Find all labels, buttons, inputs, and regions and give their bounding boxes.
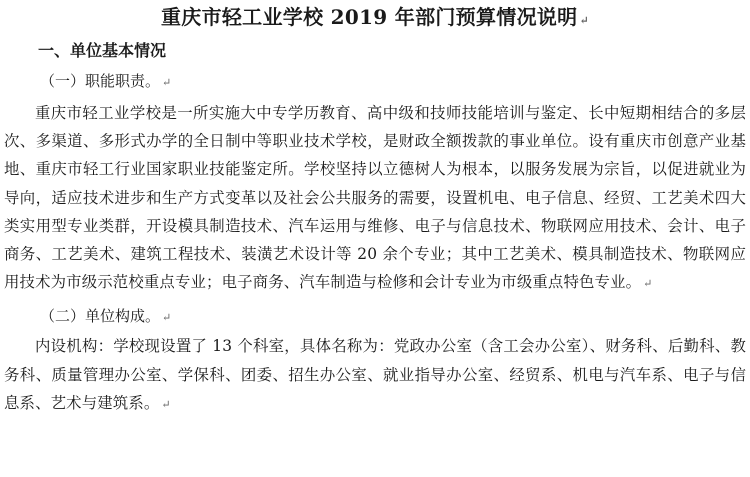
paragraph-mark-icon: ↵ <box>643 277 653 291</box>
subsection-heading-duties <box>40 69 746 95</box>
document-title-text: 重庆市轻工业学校 2019 年部门预算情况说明 <box>160 5 578 29</box>
paragraph-mark-icon: ↵ <box>162 76 172 89</box>
paragraph-mark-icon: ↵ <box>162 311 172 325</box>
duties-paragraph <box>4 99 746 298</box>
subsection-heading-text: （二）单位构成。 <box>40 307 161 326</box>
structure-paragraph <box>4 332 746 419</box>
section-heading-basic-info <box>38 39 746 63</box>
paragraph-mark-icon: ↵ <box>579 14 590 27</box>
section-heading-text: 一、单位基本情况 <box>38 41 167 60</box>
duties-paragraph-text: 重庆市轻工业学校是一所实施大中专学历教育、高中级和技师技能培训与鉴定、长中短期相结合的多层次、多渠道、多形式办学的全日制中等职业技术学校，是财政全额拨款的事业单位。设有重庆市创意产业基地、重庆市轻工行业国家职业技能鉴定所。学校坚持以立德树人为根本，以服务发展为宗旨，以促进就业为导向，适应技术进步和生产方式变革以及社会公共服务的需要，设置机电、电子信息、经贸、工艺美术四大类实用型专业类群，开设模具制造技术、汽车运用与维修、电子与信息技术、物联网应用技术、会计、电子商务、工艺美术、建筑工程技术、装潢艺术设计等 20 余个专业；其中工艺美术、模具制造技术、物联网应用技术为市级示范校重点专业；电子商务、汽车制造与检修和会计专业为市级重点特色专业。 <box>4 104 746 292</box>
subsection-heading-text: （一）职能职责。 <box>40 72 161 90</box>
structure-paragraph-text: 内设机构：学校现设置了 13 个科室，具体名称为：党政办公室（含工会办公室）、财务科、后勤科、教务科、质量管理办公室、学保科、团委、招生办公室、就业指导办公室、经贸系、机电与汽车系、电子与信息系、艺术与建筑系。 <box>4 337 746 412</box>
document-title <box>4 3 746 35</box>
subsection-heading-structure <box>40 304 746 330</box>
paragraph-mark-icon: ↵ <box>161 397 171 411</box>
